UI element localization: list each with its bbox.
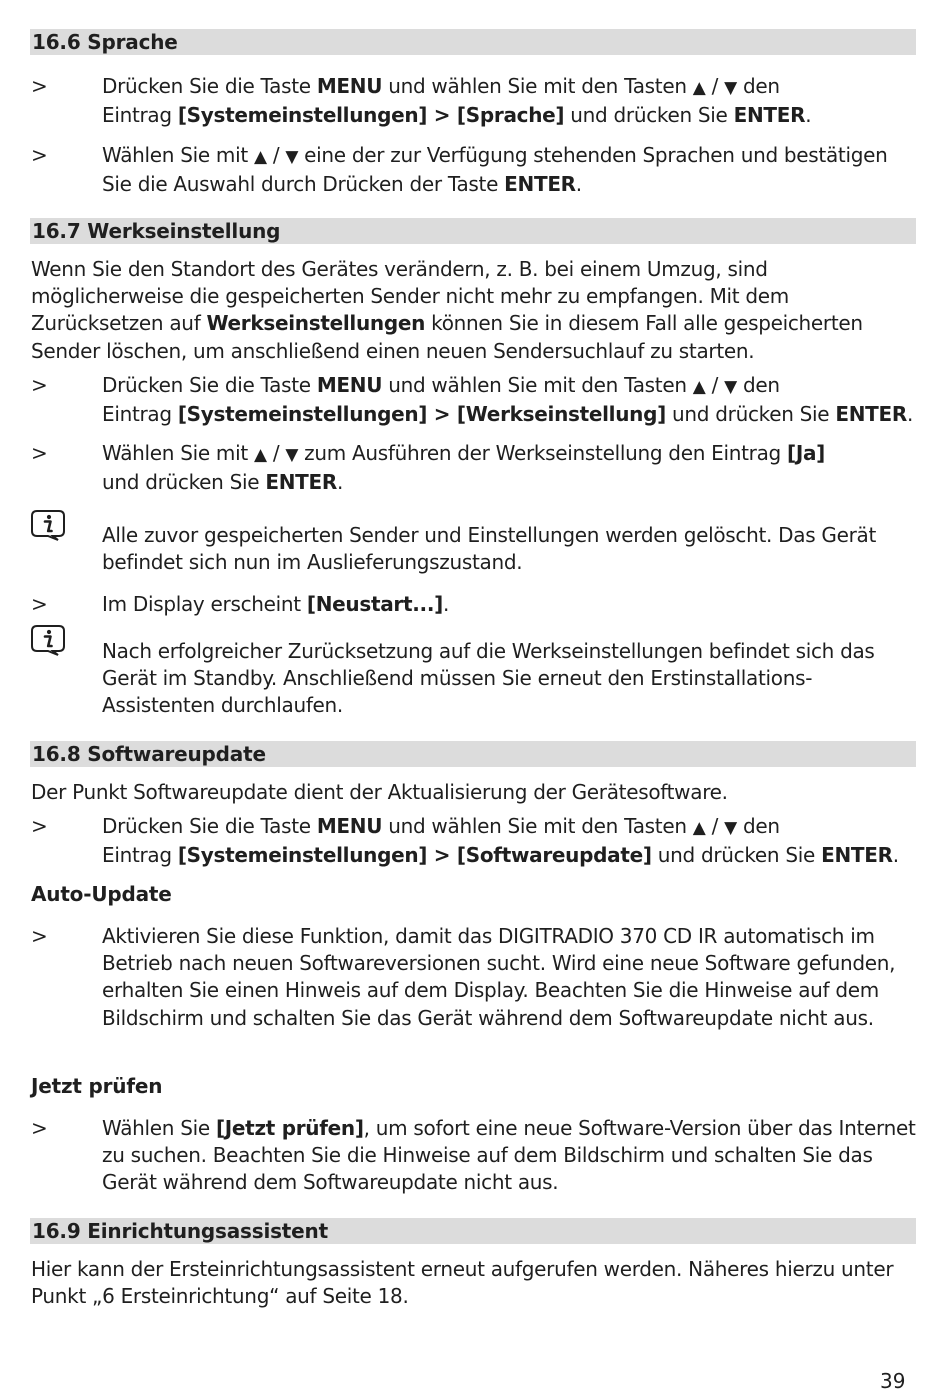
section-heading-16-8: 16.8 Softwareupdate (30, 741, 916, 767)
info-text: Nach erfolgreicher Zurücksetzung auf die Werkseinstellungen befindet sich das Gerät im Standby. Anschließend müssen Sie erneut den Erstinstallations-Assistenten durchlaufen. (102, 639, 875, 718)
instruction-text: Wählen Sie mit ▲ / ▼ eine der zur Verfügung stehenden Sprachen und bestätigen Sie die Auswahl durch Drücken der Taste ENTER. (102, 143, 888, 197)
intro-paragraph: Wenn Sie den Standort des Gerätes verändern, z. B. bei einem Umzug, sind möglicherweise die gespeicherten Sender nicht mehr zu empfangen. Mit dem Zurücksetzen auf Werkseinstellungen können Sie in diesem Fall alle gespeicherten Sender löschen, um anschließend einen neuen Sendersuchlauf zu starten. (31, 257, 863, 363)
section-heading-16-6: 16.6 Sprache (30, 29, 916, 55)
section-heading-16-7: 16.7 Werkseinstellung (30, 218, 916, 244)
bullet-marker: > (31, 924, 48, 948)
bullet-marker: > (31, 441, 48, 465)
instruction-text: Aktivieren Sie diese Funktion, damit das DIGITRADIO 370 CD IR automatisch im Betrieb nach neuen Softwareversionen sucht. Wird eine neue Software gefunden, erhalten Sie einen Hinweis auf dem Display. Beachten Sie die Hinweise auf dem Bildschirm und schalten Sie das Gerät während dem Softwareupdate nicht aus. (102, 924, 896, 1030)
bullet-marker: > (31, 373, 48, 397)
info-icon (31, 509, 67, 541)
subheading-jetzt-pruefen: Jetzt prüfen (31, 1074, 163, 1098)
instruction-text: Wählen Sie mit ▲ / ▼ zum Ausführen der Werkseinstellung den Eintrag [Ja] und drücken Sie ENTER. (102, 441, 826, 495)
bullet-marker: > (31, 814, 48, 838)
instruction-text: Drücken Sie die Taste MENU und wählen Sie mit den Tasten ▲ / ▼ den Eintrag [Systemeinstellungen] > [Sprache] und drücken Sie ENTER. (102, 74, 812, 128)
info-text: Alle zuvor gespeicherten Sender und Einstellungen werden gelöscht. Das Gerät befindet sich nun im Auslieferungszustand. (102, 523, 876, 575)
intro-paragraph: Hier kann der Ersteinrichtungsassistent erneut aufgerufen werden. Näheres hierzu unter Punkt „6 Ersteinrichtung“ auf Seite 18. (31, 1257, 894, 1309)
instruction-text: Drücken Sie die Taste MENU und wählen Sie mit den Tasten ▲ / ▼ den Eintrag [Systemeinstellungen] > [Werkseinstellung] und drücken Sie ENTER. (102, 373, 914, 427)
intro-paragraph: Der Punkt Softwareupdate dient der Aktualisierung der Gerätesoftware. (31, 780, 728, 804)
bullet-marker: > (31, 592, 48, 616)
instruction-text: Wählen Sie [Jetzt prüfen], um sofort eine neue Software-Version über das Internet zu suchen. Beachten Sie die Hinweise auf dem Bildschirm und schalten Sie das Gerät während dem Softwareupdate nicht aus. (102, 1116, 916, 1195)
subheading-auto-update: Auto-Update (31, 882, 172, 906)
info-icon (31, 624, 67, 656)
instruction-text: Drücken Sie die Taste MENU und wählen Sie mit den Tasten ▲ / ▼ den Eintrag [Systemeinstellungen] > [Softwareupdate] und drücken Sie ENTER. (102, 814, 899, 868)
bullet-marker: > (31, 1116, 48, 1140)
bullet-marker: > (31, 143, 48, 167)
instruction-text: Im Display erscheint [Neustart...]. (102, 592, 450, 616)
page-number: 39 (880, 1369, 906, 1393)
bullet-marker: > (31, 74, 48, 98)
section-heading-16-9: 16.9 Einrichtungsassistent (30, 1218, 916, 1244)
